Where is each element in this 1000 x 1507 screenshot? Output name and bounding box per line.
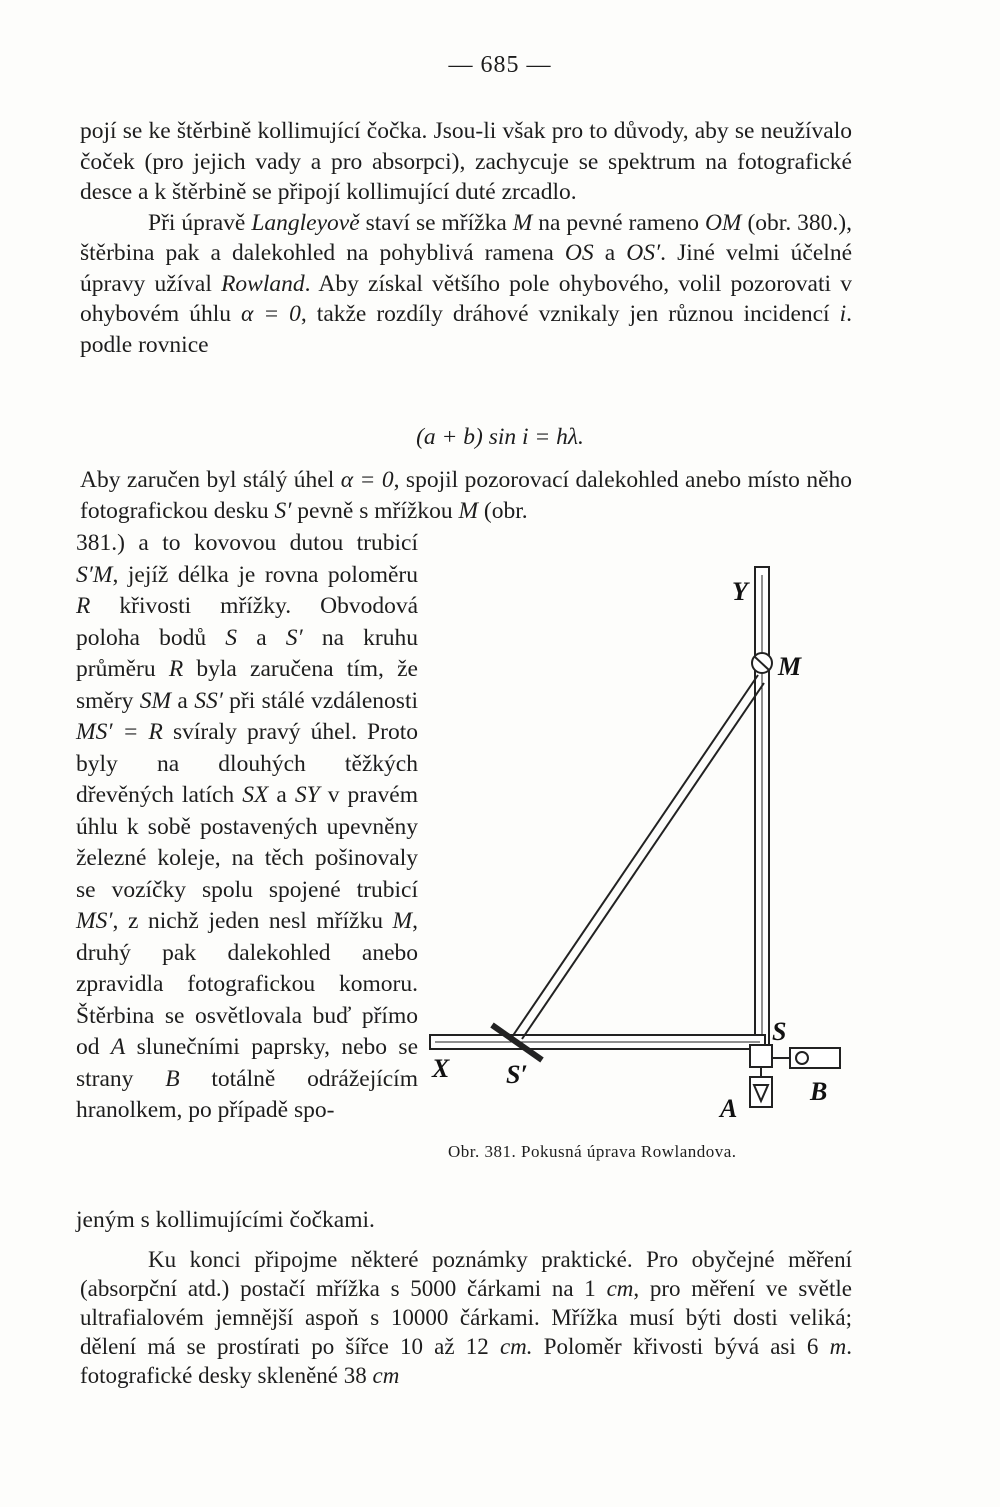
paragraph-4: Ku konci připojme některé poznámky praktické. Pro obyčejné měření (absorpční atd.) postačí mřížka s 5000 čárkami na 1 cm, pro měření ve světle ultrafialovém jemnější aspoň s 10000 čárkami. Mřížka musí býti dosti veliká; dělení má se prostírati po šířce 10 až 12 cm. Poloměr křivosti bývá asi 6 m. fotografické desky skleněné 38 cm: [80, 1247, 853, 1388]
lamp-b: [790, 1048, 840, 1068]
label-b: B: [810, 1077, 828, 1106]
text-column-last-line: jeným s kollimujícími čočkami.: [76, 1207, 375, 1233]
tube-ms-prime: [512, 675, 758, 1037]
figure-caption: Obr. 381. Pokusná úprava Rowlandova.: [448, 1142, 737, 1161]
page-number: — 685 —: [448, 52, 552, 78]
paragraph-3: Aby zaručen byl stálý úhel α = 0, spojil pozorovací dalekohled anebo místo něho fotografickou desku S′ pevně s mřížkou M (obr.: [80, 467, 852, 524]
paragraph-1: pojí se ke štěrbině kollimující čočka. Jsou-li však pro to důvody, aby se neužívalo čoček (pro jejich vady a pro absorpci), zachycuje se spektrum na fotografické desce a k štěrbině se připojí kollimující duté zrcadlo.: [80, 118, 852, 205]
label-s: S: [772, 1017, 787, 1046]
label-s-prime: S′: [506, 1060, 528, 1089]
text-block-top: [80, 116, 852, 360]
label-x: X: [432, 1054, 450, 1083]
label-a: A: [720, 1094, 738, 1123]
label-m: M: [778, 652, 802, 681]
label-y: Y: [732, 577, 748, 606]
paragraph-2: Při úpravě Langleyově staví se mřížka M na pevné rameno OM (obr. 380.), štěrbina pak a dalekohled na pohyblivá ramena OS a OS′. Jiné velmi účelné úpravy užíval Rowland. Aby získal většího pole ohybového, volil pozorovati v ohybovém úhlu α = 0, takže rozdíly dráhové vznikaly jen různou incidencí i. podle rovnice: [80, 209, 852, 358]
text-column-left: 381.) a to kovovou dutou trubicí S′M, jejíž délka je rovna poloměru R křivosti mřížky. Obvodová poloha bodů S a S′ na kruhu průměru R byla zaručena tím, že směry SM a SS′ při stálé vzdálenosti MS′ = R svíraly pravý úhel. Proto byly na dlouhých těžkých dřevěných latích SX a SY v pravém úhlu k sobě postavených upevněny železné koleje, na těch pošinovaly se vozíčky spolu spojené trubicí MS′, z nichž jeden nesl mřížku M, druhý pak dalekohled anebo zpravidla fotografickou komoru. Štěrbina se osvětlovala buď přímo od A slunečními paprsky, nebo se strany B totálně odrážejícím hranolkem, po případě spo-: [76, 530, 418, 1123]
equation: (a + b) sin i = hλ.: [416, 424, 584, 450]
slit-s: [750, 1045, 772, 1067]
figure-381-rowland-setup: [420, 555, 860, 1135]
